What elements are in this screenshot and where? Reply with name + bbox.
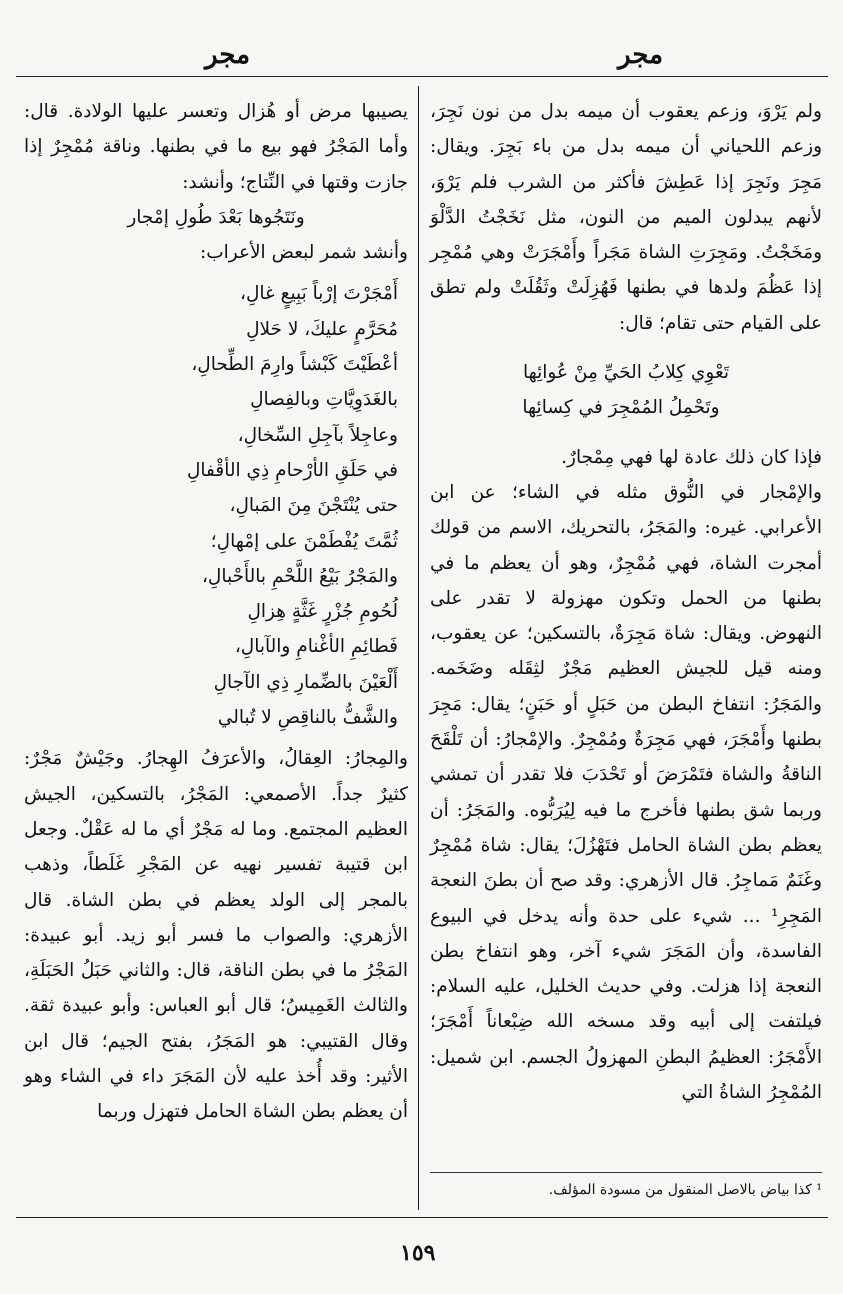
left-paragraph-2: وأنشد شمر لبعض الأعراب:	[199, 242, 408, 264]
right-paragraph-3: والإمْجار في النُّوق مثله في الشاء؛ عن ابن الأعرابي. غيره: والمَجَرُ، بالتحريك، الاسم من قولك أمجرت الشاة، فهي مُمْجِرٌ، وهو أن يعظم ما في بطنها من الحمل وتكون مهزولة لا تقدر على النهوض. ويقال: شاة مَجِرَةٌ، بالتسكين؛ عن يعقوب، ومنه قيل للجيش العظيم مَجْرٌ لثِقَله وضَخَمه. والمَجَرُ: انتفاخ البطن من حَبَلٍ أو حَبَنٍ؛ يقال: مَجِرَ بطنها وأَمْجَرَ، فهي مَجِرَةٌ ومُمْجِرٌ. والإمْجارُ: أن تَلْقَحَ الناقةُ والشاة فتَمْرَضَ أو تَحْدَبَ فلا تقدر أن تمشي وربما شق بطنها فأخرج ما فيه لِيُرَبُّوه. والمَجَرُ: أن يعظم بطن الشاة الحامل فتَهْزُلَ؛ يقال: شاة مُمْجِرٌ وغَنَمٌ مَماجِرُ. قال الأزهري: وقد صح أن بطنَ النعجة المَجِرِ¹ ... شيء على حدة وأنه يدخل في البيوع الفاسدة، وأن المَجَرَ شيء آخر، وهو انتفاخ بطن النعجة إذا هزلت. وفي حديث الخليل، عليه السلام: فيلتفت إلى أبيه وقد مسخه الله ضِبْعاناً أَمْجَرَ؛ الأَمْجَرُ: العظيمُ البطنِ المهزولُ الجسم. ابن شميل: المُمْجِرُ الشاةُ التي	[430, 481, 822, 1104]
footnote-rule	[430, 1172, 822, 1173]
left-header-title: مجر	[205, 40, 251, 70]
left-verse-1: ونَتَجُوها بَعْدَ طُولِ إمْجار	[127, 206, 305, 228]
bottom-rule	[16, 1217, 828, 1218]
footnote: ¹ كذا بياض بالاصل المنقول من مسودة المؤلف.	[548, 1182, 822, 1198]
right-paragraph-1: ولم يَرْوَ، وزعم يعقوب أن ميمه بدل من نون نَجِرَ، وزعم اللحياني أن ميمه بدل من باء بَجِرَ. ويقال: مَجِرَ ونَجِرَ إذا عَطِشَ فأكثر من الشرب فلم يَرْوَ، لأنهم يبدلون الميم من النون، مثل نَخَجْتُ الدَّلْوَ ومَخَجْتُ. ومَجِرَتِ الشاة مَجَراً وأَمْجَرَتْ وهي مُمْجِر إذا عَظُمَ ولدها في بطنها فَهُزِلَتْ وثَقُلَتْ ولم تطق على القيام حتى تقام؛ قال:	[430, 101, 822, 334]
right-paragraph-2: فإذا كان ذلك عادة لها فهي مِمْجارٌ.	[561, 446, 822, 468]
poem-block	[24, 276, 408, 735]
right-header-title: مجر	[618, 40, 664, 70]
left-paragraph-3: والمِجارُ: العِقالُ، والأعرَفُ الهِجارُ. وجَيْشٌ مَجْرٌ: كثيرٌ جداً. الأصمعي: المَجْرُ، بالتسكين، الجيش العظيم المجتمع. وما له مَجْرٌ أي ما له عَقْلٌ. وجعل ابن قتيبة تفسير نهيه عن المَجْرِ غَلَطاً، وذهب بالمجر إلى الولد يعظم في بطن الشاة. قال الأزهري: والصواب ما فسر أبو زيد. أبو عبيدة: المَجْرُ ما في بطن الناقة، قال: والثاني حَبَلُ الحَبَلَةِ، والثالث الغَمِيسُ؛ قال أبو العباس: وأبو عبيدة ثقة. وقال القتيبي: هو المَجَرُ، بفتح الجيم؛ قال ابن الأثير: وقد أُخذ عليه لأن المَجَرَ داء في الشاء وهو أن يعظم بطن الشاة الحامل فتهزل وربما	[24, 748, 408, 1123]
left-paragraph-1: يصيبها مرض أو هُزال وتعسر عليها الولادة. قال: وأما المَجْرُ فهو بيع ما في بطنها. وناقة مُمْجِرٌ إذا جازت وقتها في النِّتاج؛ وأنشد:	[24, 101, 408, 193]
poem-line: لُحُومِ جُزْرٍ غَثَّةٍ هِزالِ	[247, 601, 398, 623]
poem-line: حتى يُنْتَجْنَ مِنَ المَبالِ،	[229, 495, 398, 517]
poem-line: بالغَدَوِيَّاتِ وبالفِصالِ	[250, 389, 398, 411]
poem-line: مُحَرَّمٍ عليكَ، لا حَلالِ	[246, 318, 398, 340]
poem-line: في حَلَقِ الأرْحامِ ذِي الأقْفالِ	[186, 459, 398, 481]
column-divider	[418, 86, 419, 1210]
right-column	[430, 94, 822, 1110]
left-column	[24, 94, 408, 1130]
top-rule	[16, 76, 828, 77]
poem-line: أَلْعَيْنَ بالضِّمارِ ذِي الآجالِ	[213, 671, 398, 693]
page-number: ١٥٩	[400, 1240, 436, 1266]
poem-line: والمَجْرُ بَيْعُ اللَّحْمِ بالأَحْبالِ،	[201, 565, 398, 587]
poem-line: فَطائِمِ الأغْنامِ والآبالِ،	[234, 636, 398, 658]
poem-line: ثُمَّتَ يُفْطَمْنَ على إمْهالِ؛	[210, 530, 398, 552]
poem-line: أَمْجَرْتَ إرْباً بَبِيعٍ غالِ،	[240, 283, 398, 305]
poem-line: وعاجِلاً بآجِلِ السِّخالِ،	[237, 424, 398, 446]
right-verse-2: وتَحْمِلُ المُمْجِرَ في كِسائِها	[522, 397, 720, 419]
right-verse-1: تَعْوِي كِلابُ الحَيِّ مِنْ عُوائِها	[522, 362, 730, 384]
poem-line: أعْطَيْتَ كَبْشاً وارِمَ الطِّحالِ،	[191, 354, 398, 376]
poem-line: والشَّفُّ بالناقِصِ لا تُبالي	[217, 707, 398, 729]
